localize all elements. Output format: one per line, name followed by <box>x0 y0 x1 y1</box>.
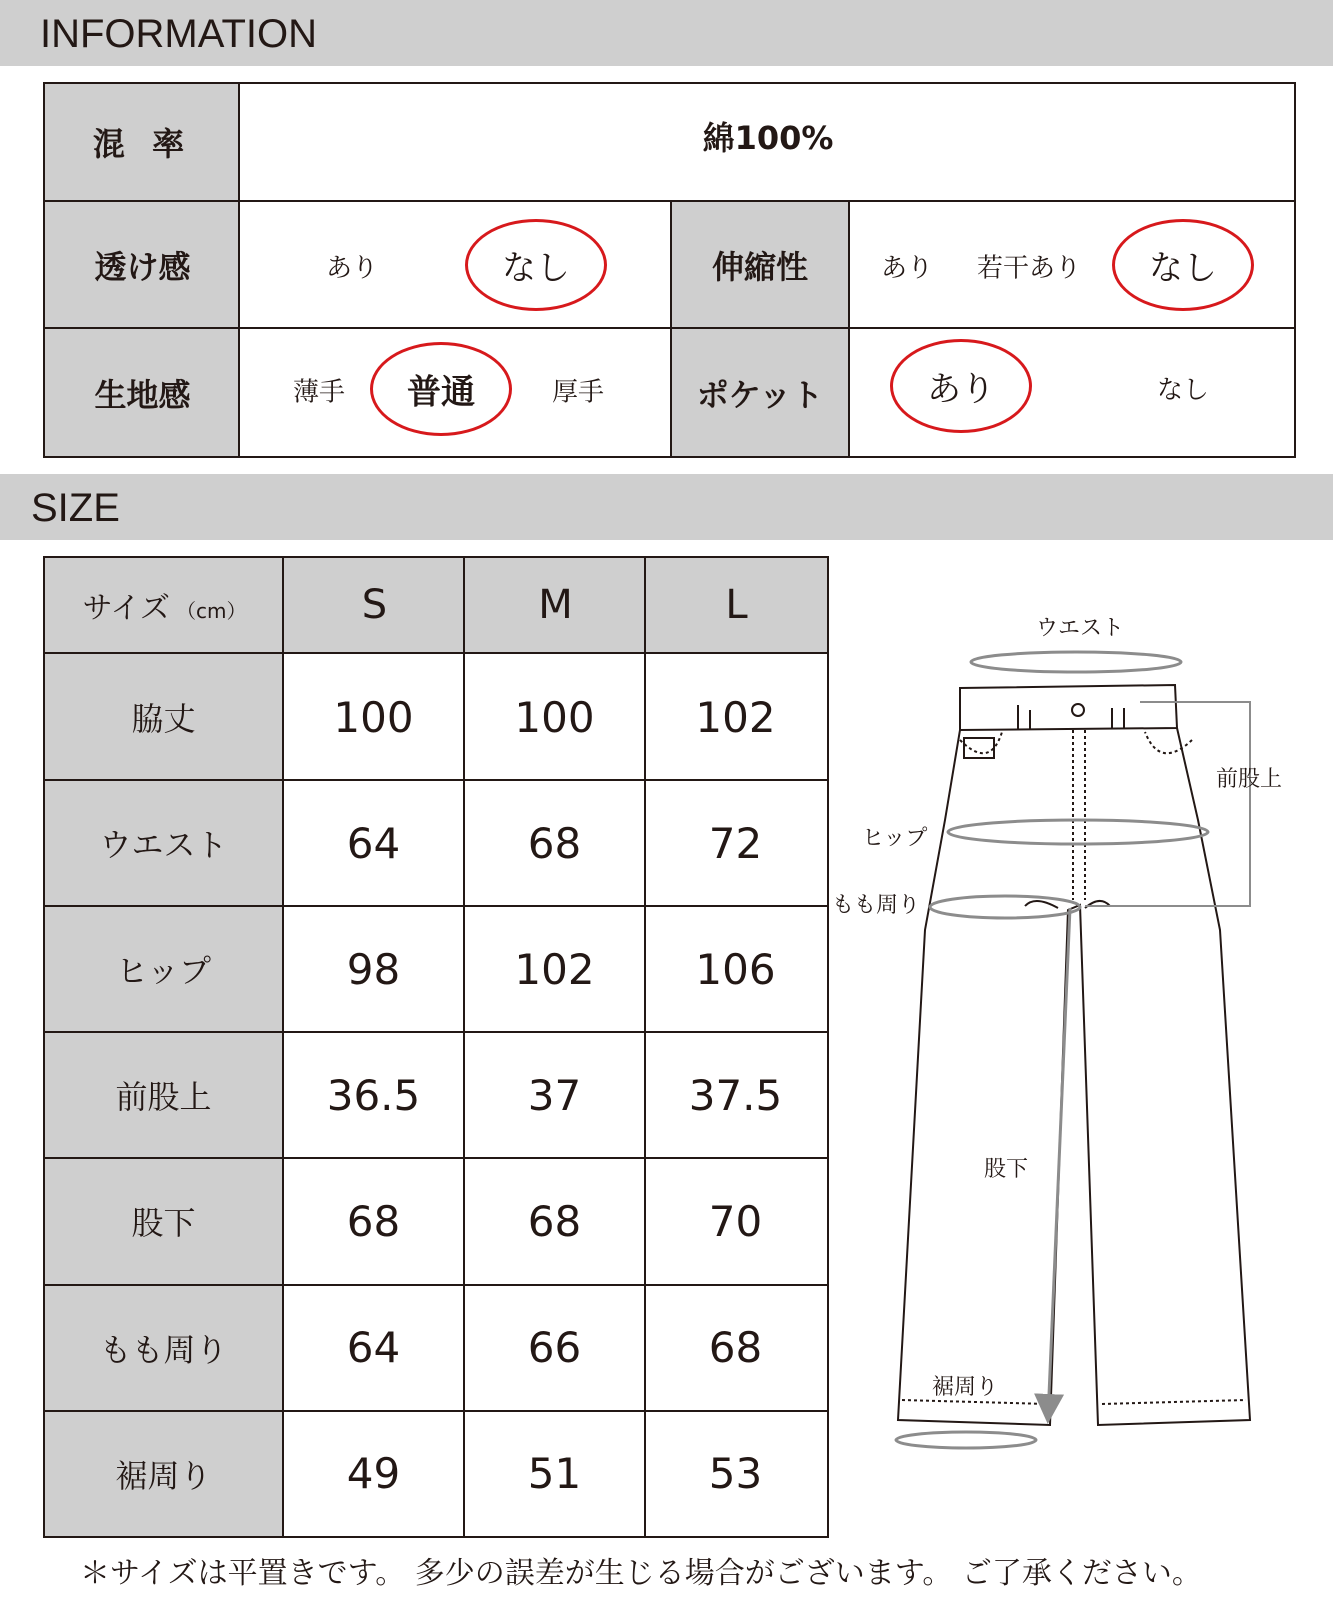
size-unit: （cm） <box>176 599 247 623</box>
diagram-label-inseam: 股下 <box>984 1157 1029 1182</box>
hip-measure <box>948 820 1208 844</box>
hem-measure <box>896 1432 1036 1448</box>
size-value: 100 <box>333 692 414 742</box>
size-row-label: 脇丈 <box>131 700 196 739</box>
size-value-cell <box>284 1032 463 1158</box>
size-value: 70 <box>708 1196 763 1246</box>
diagram-label-front-rise: 前股上 <box>1216 767 1283 792</box>
thickness-label: 生地感 <box>94 375 191 414</box>
size-value-cell <box>465 906 644 1032</box>
size-s: S <box>361 582 388 628</box>
size-row-label: もも周り <box>99 1330 228 1369</box>
size-header: SIZE <box>0 474 1333 540</box>
information-table <box>43 82 1296 458</box>
size-value: 68 <box>527 1196 582 1246</box>
diagram-label-waist: ウエスト <box>1036 616 1125 641</box>
size-row-label-cell <box>45 1411 282 1537</box>
size-row-label: ウエスト <box>99 826 228 865</box>
size-value: 102 <box>514 944 595 994</box>
stretch-label-cell <box>672 202 848 327</box>
thickness-option-normal: 普通 <box>407 372 475 413</box>
size-value-cell <box>465 1158 644 1284</box>
size-value-cell <box>284 654 463 780</box>
composition-value-cell <box>242 84 1294 200</box>
size-value-cell <box>646 654 825 780</box>
size-row-label: 股下 <box>131 1204 196 1243</box>
size-header-cell <box>45 558 284 652</box>
size-row-label-cell <box>45 1158 282 1284</box>
size-value-cell <box>646 1411 825 1537</box>
thickness-option-thin: 薄手 <box>292 377 346 408</box>
front-rise-bracket <box>1085 702 1250 906</box>
size-value: 72 <box>708 818 763 868</box>
size-row-label-cell <box>45 906 282 1032</box>
stretch-label: 伸縮性 <box>711 247 808 286</box>
size-row-label-cell <box>45 1285 282 1411</box>
sheerness-label-cell <box>45 202 240 327</box>
stretch-option-no: なし <box>1149 248 1217 289</box>
size-value-cell <box>284 780 463 906</box>
size-value: 66 <box>527 1323 582 1373</box>
size-value-cell <box>646 1158 825 1284</box>
composition-value: 綿100% <box>702 119 834 157</box>
composition-label-cell <box>45 84 240 200</box>
size-value: 53 <box>708 1449 763 1499</box>
size-row-label: 前股上 <box>115 1078 212 1117</box>
size-value: 37.5 <box>688 1070 783 1120</box>
size-header-label: サイズ <box>82 591 171 626</box>
size-value: 106 <box>695 944 776 994</box>
inseam-arrow <box>1048 908 1070 1418</box>
size-value-cell <box>646 1032 825 1158</box>
size-value: 64 <box>346 818 401 868</box>
size-value-cell <box>646 1285 825 1411</box>
size-value: 98 <box>346 944 401 994</box>
size-row-label: ヒップ <box>115 952 212 991</box>
size-l: L <box>725 582 748 628</box>
size-value-cell <box>465 780 644 906</box>
size-value: 64 <box>346 1323 401 1373</box>
diagram-label-thigh: もも周り <box>832 893 921 918</box>
size-value: 37 <box>527 1070 582 1120</box>
size-value-cell <box>646 906 825 1032</box>
size-value: 36.5 <box>326 1070 421 1120</box>
thickness-option-thick: 厚手 <box>551 377 605 408</box>
diagram-label-hip: ヒップ <box>862 826 928 851</box>
size-col-m <box>465 558 646 652</box>
size-value: 100 <box>514 692 595 742</box>
size-col-s <box>284 558 465 652</box>
pocket-option-yes: あり <box>927 369 995 410</box>
diagram-label-hem: 裾周り <box>932 1375 999 1400</box>
size-row-label-cell <box>45 1032 282 1158</box>
size-row-label: 裾周り <box>115 1456 212 1495</box>
size-col-l <box>646 558 827 652</box>
size-note: ＊サイズは平置きです。 多少の誤差が生じる場合がございます。 ご了承ください。 <box>80 1556 1202 1591</box>
size-value-cell <box>465 1285 644 1411</box>
sheerness-option-no: なし <box>502 248 570 289</box>
stretch-option-yes: あり <box>880 253 934 284</box>
size-m: M <box>538 582 573 628</box>
size-value-cell <box>465 1032 644 1158</box>
pocket-label-cell <box>672 329 848 456</box>
size-value-cell <box>284 906 463 1032</box>
size-value: 68 <box>527 818 582 868</box>
size-value-cell <box>284 1158 463 1284</box>
size-value: 51 <box>527 1449 582 1499</box>
size-row-label-cell <box>45 780 282 906</box>
size-value-cell <box>284 1411 463 1537</box>
size-value: 68 <box>708 1323 763 1373</box>
size-value: 49 <box>346 1449 401 1499</box>
size-value-cell <box>465 654 644 780</box>
sheerness-label: 透け感 <box>94 247 191 286</box>
stretch-option-slight: 若干あり <box>976 253 1082 284</box>
size-value-cell <box>646 780 825 906</box>
pants-measurement-diagram <box>830 600 1320 1500</box>
pocket-option-no: なし <box>1156 375 1210 406</box>
sheerness-option-yes: あり <box>325 253 379 284</box>
pants-outline <box>898 685 1250 1425</box>
composition-label: 混 率 <box>92 125 193 163</box>
size-value-cell <box>284 1285 463 1411</box>
pocket-label: ポケット <box>696 375 824 414</box>
size-row-label-cell <box>45 654 282 780</box>
size-value: 68 <box>346 1196 401 1246</box>
waist-measure <box>971 652 1181 672</box>
size-value: 102 <box>695 692 776 742</box>
size-table <box>43 556 829 1538</box>
size-value-cell <box>465 1411 644 1537</box>
thickness-label-cell <box>45 329 240 456</box>
information-header: INFORMATION <box>0 0 1333 66</box>
